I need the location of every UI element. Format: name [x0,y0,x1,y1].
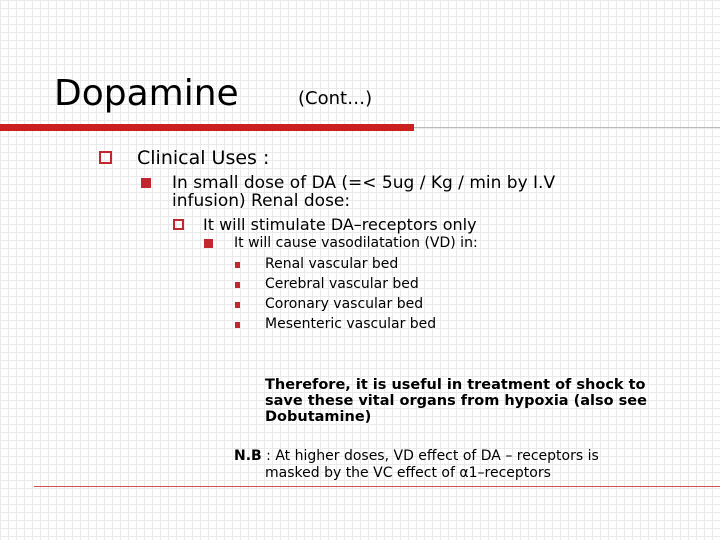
small-square-bullet-icon [235,302,240,308]
note-line1 [234,448,599,465]
slide-title: Dopamine [54,73,239,114]
therefore-line2: save these vital organs from hypoxia (also see [265,393,647,409]
level1-text: Clinical Uses : [137,147,270,169]
level5-item: Cerebral vascular bed [265,276,419,292]
level5-item: Coronary vascular bed [265,296,424,312]
small-square-bullet-icon [235,262,240,268]
note-line2: masked by the VC effect of α1–receptors [265,465,551,481]
small-square-bullet-icon [235,322,240,328]
solid-square-bullet-icon [141,178,151,188]
level5-item: Mesenteric vascular bed [265,316,437,332]
bottom-divider-line [34,486,720,487]
therefore-line3: Dobutamine) [265,409,372,425]
hollow-square-bullet-icon [99,151,112,164]
note-label: N.B [234,448,262,464]
title-divider-line [414,127,720,128]
small-square-bullet-icon [235,282,240,288]
therefore-line1: Therefore, it is useful in treatment of shock to [265,377,646,393]
level3-text: It will stimulate DA–receptors only [203,215,477,234]
title-underline-bar [0,124,414,131]
level4-text: It will cause vasodilatation (VD) in: [234,235,478,251]
note-text: : At higher doses, VD effect of DA – receptors is [261,448,599,464]
level2-line2: infusion) Renal dose: [172,191,351,211]
slide-subtitle: (Cont…) [298,88,373,109]
level2-line1: In small dose of DA (=< 5ug / Kg / min by I.V [172,173,556,193]
solid-square-bullet-icon [204,239,213,248]
level5-item: Renal vascular bed [265,256,399,272]
hollow-square-bullet-icon [173,219,184,230]
